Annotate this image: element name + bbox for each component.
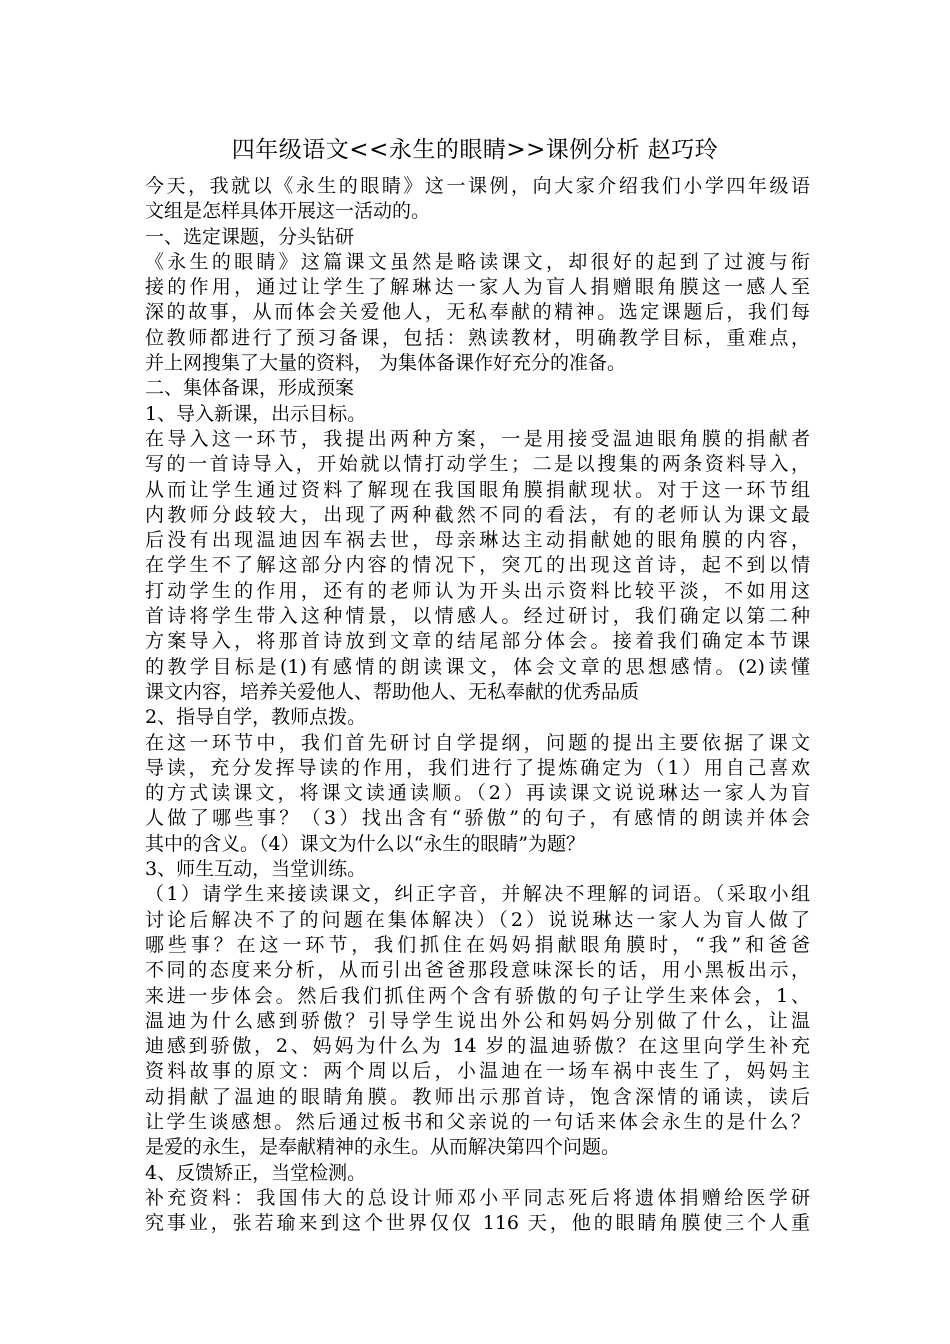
paragraph-line: 讨论后解决不了的问题在集体解决）（2）说说琳达一家人为盲人做了 (145, 908, 810, 931)
paragraph-line: 资料故事的原文：两个周以后，小温迪在一场车祸中丧生了，妈妈主 (145, 1060, 810, 1083)
paragraph-line: 在学生不了解这部分内容的情况下，突兀的出现这首诗，起不到以情 (145, 554, 810, 577)
paragraph-line: 来进一步体会。然后我们抓住两个含有骄傲的句子让学生来体会，1、 (145, 984, 810, 1007)
paragraph-line: 动捐献了温迪的眼睛角膜。教师出示那首诗，饱含深情的诵读，读后 (145, 1085, 810, 1108)
paragraph-line: 接的作用，通过让学生了解琳达一家人为盲人捐赠眼角膜这一感人至 (145, 276, 810, 299)
paragraph-line: 方案导入，将那首诗放到文章的结尾部分体会。接着我们确定本节课 (145, 630, 810, 653)
paragraph-line: 其中的含义。（4）课文为什么以“永生的眼睛”为题？ (145, 832, 586, 855)
paragraph-line: 首诗将学生带入这种情景，以情感人。经过研讨，我们确定以第二种 (145, 605, 810, 628)
paragraph-line: 的教学目标是(1)有感情的朗读课文，体会文章的思想感情。(2)读懂 (145, 655, 810, 678)
document-title: 四年级语文<<永生的眼睛>>课例分析 赵巧玲 (231, 137, 719, 163)
paragraph-line: 迪感到骄傲，2、妈妈为什么为 14 岁的温迪骄傲？在这里向学生补充 (145, 1035, 810, 1058)
paragraph-line: 在这一环节中，我们首先研讨自学提纲，问题的提出主要依据了课文 (145, 731, 810, 754)
paragraph-line: 《永生的眼睛》这篇课文虽然是略读课文，却很好的起到了过渡与衔 (145, 250, 810, 273)
paragraph-line: 深的故事，从而体会关爱他人，无私奉献的精神。选定课题后，我们每 (145, 301, 810, 324)
paragraph-line: 2、指导自学，教师点拨。 (145, 706, 367, 729)
paragraph-line: 二、集体备课，形成预案 (145, 377, 355, 400)
paragraph-line: 导读，充分发挥导读的作用，我们进行了提炼确定为（1）用自己喜欢 (145, 756, 810, 779)
paragraph-line: 后没有出现温迪因车祸去世，母亲琳达主动捐献她的眼角膜的内容， (145, 529, 810, 552)
paragraph-line: 让学生谈感想。然后通过板书和父亲说的一句话来体会永生的是什么？ (145, 1110, 810, 1133)
paragraph-line: 是爱的永生，是奉献精神的永生。从而解决第四个问题。 (145, 1136, 621, 1159)
paragraph-line: 4、反馈矫正，当堂检测。 (145, 1161, 367, 1184)
paragraph-line: 究事业，张若瑜来到这个世界仅仅 116 天，他的眼睛角膜使三个人重 (145, 1212, 810, 1235)
paragraph-line: 内教师分歧较大，出现了两种截然不同的看法，有的老师认为课文最 (145, 503, 810, 526)
paragraph-line: 不同的态度来分析，从而引出爸爸那段意味深长的话，用小黑板出示， (145, 959, 810, 982)
paragraph-line: 课文内容，培养关爱他人、帮助他人、无私奉献的优秀品质 (145, 680, 640, 703)
paragraph-line: 人做了哪些事？（3）找出含有“骄傲”的句子，有感情的朗读并体会 (145, 807, 810, 830)
paragraph-line: 1、导入新课，出示目标。 (145, 402, 367, 425)
document-body (145, 174, 810, 1236)
paragraph-line: 哪些事？在这一环节，我们抓住在妈妈捐献眼角膜时，“我”和爸爸 (145, 933, 810, 956)
paragraph-line: 并上网搜集了大量的资料， 为集体备课作好充分的准备。 (145, 352, 627, 375)
paragraph-line: 打动学生的作用，还有的老师认为开头出示资料比较平淡，不如用这 (145, 579, 810, 602)
paragraph-line: 补充资料：我国伟大的总设计师邓小平同志死后将遗体捐赠给医学研 (145, 1186, 810, 1209)
paragraph-line: 温迪为什么感到骄傲？引导学生说出外公和妈妈分别做了什么，让温 (145, 1009, 810, 1032)
paragraph-line: 在导入这一环节，我提出两种方案，一是用接受温迪眼角膜的捐献者 (145, 427, 810, 450)
paragraph-line: 位教师都进行了预习备课，包括：熟读教材，明确教学目标，重难点， (145, 326, 810, 349)
paragraph-line: 写的一首诗导入，开始就以情打动学生；二是以搜集的两条资料导入， (145, 453, 810, 476)
paragraph-line: 文组是怎样具体开展这一活动的。 (145, 200, 431, 223)
paragraph-line: 今天，我就以《永生的眼睛》这一课例，向大家介绍我们小学四年级语 (145, 175, 810, 197)
paragraph-line: 一、选定课题，分头钻研 (145, 225, 355, 248)
paragraph-line: 3、师生互动，当堂训练。 (145, 858, 367, 881)
paragraph-line: 从而让学生通过资料了解现在我国眼角膜捐献现状。对于这一环节组 (145, 478, 810, 501)
paragraph-line: 的方式读课文，将课文读通读顺。（2）再读课文说说琳达一家人为盲 (145, 782, 810, 805)
paragraph-line: （1）请学生来接读课文，纠正字音，并解决不理解的词语。（采取小组 (145, 883, 810, 906)
